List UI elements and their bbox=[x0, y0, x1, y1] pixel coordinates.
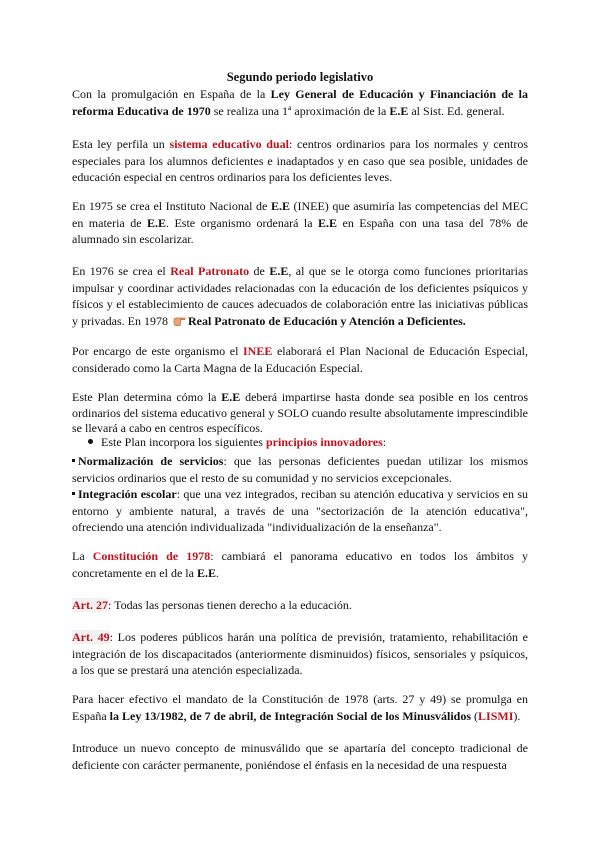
bullet-principios: Este Plan incorpora los siguientes principios innovadores: bbox=[88, 434, 528, 451]
paragraph-lismi: Para hacer efectivo el mandato de la Constitución de 1978 (arts. 27 y 49) se promulga en España la Ley 13/1982, de 7 de abril, de Integración Social de los Minusválidos (LISMI). bbox=[72, 692, 528, 723]
paragraph-art-27: Art. 27: Todas las personas tienen derecho a la educación. bbox=[72, 598, 352, 612]
paragraph-art-49: Art. 49: Los poderes públicos harán una política de previsión, tratamiento, rehabilitación e integración de los discapacitados (anteriormente disminuidos) físicos, sensoriales y psíquicos, a los que se prestará una atención especializada. bbox=[72, 630, 528, 677]
paragraph-plan-nacional: Por encargo de este organismo el INEE elaborará el Plan Nacional de Educación Especial, considerado como la Carta Magna de la Educación Especial. bbox=[72, 344, 528, 375]
paragraph-normalizacion: Normalización de servicios: que las personas deficientes puedan utilizar los mismos servicios ordinarios que el resto de su comunidad y no servicios excepcionales. bbox=[72, 454, 528, 485]
hand-pointing-icon bbox=[173, 315, 186, 326]
paragraph-sistema-dual: Esta ley perfila un sistema educativo dual: centros ordinarios para los normales y centros especiales para los alumnos deficientes e inadaptados y en caso que sea posible, unidades de educación especial en centros ordinarios para los deficientes leves. bbox=[72, 137, 528, 184]
section-title: Segundo periodo legislativo bbox=[226, 70, 374, 84]
square-bullet-icon bbox=[72, 459, 75, 462]
paragraph-real-patronato: En 1976 se crea el Real Patronato de E.E, al que se le otorga como funciones prioritarias impulsar y coordinar actividades relacionadas con la educación de los deficientes psíquicos y físicos y el establecimiento de cauces adecuados de colaboración entre las iniciativas públicas y privadas. En 1978 Real Patronato de Educación y Atención a Deficientes. bbox=[72, 264, 529, 328]
paragraph-integracion: Integración escolar: que una vez integrados, reciban su atención educativa y servicios en su entorno y ambiente natural, a través de una "sectorización de la atención educativa", ofreciendo una atención individualizada "individualización de la enseñanza". bbox=[72, 487, 529, 534]
paragraph-plan-determina: Este Plan determina cómo la E.E deberá impartirse hasta donde sea posible en los centros ordinarios del sistema educativo general y SOLO cuando resulte absolutamente imprescindible se llevará a cabo en centros específicos. bbox=[72, 390, 528, 435]
paragraph-ley-general: Con la promulgación en España de la Ley General de Educación y Financiación de la reforma Educativa de 1970 se realiza una 1ª aproximación de la E.E al Sist. Ed. general. bbox=[72, 87, 528, 118]
paragraph-constitucion: La Constitución de 1978: cambiará el panorama educativo en todos los ámbitos y concretamente en el de la E.E. bbox=[72, 549, 528, 580]
paragraph-nuevo-concepto: Introduce un nuevo concepto de minusválido que se apartaría del concepto tradicional de deficiente con carácter permanente, poniéndose el énfasis en la necesidad de una respuesta bbox=[72, 741, 528, 772]
square-bullet-icon bbox=[72, 492, 75, 495]
paragraph-inee-1975: En 1975 se crea el Instituto Nacional de E.E (INEE) que asumiría las competencias del MEC en materia de E.E. Este organismo ordenará la E.E en España con una tasa del 78% de alumnado sin escolarizar. bbox=[72, 199, 528, 246]
bullet-icon bbox=[88, 439, 93, 444]
